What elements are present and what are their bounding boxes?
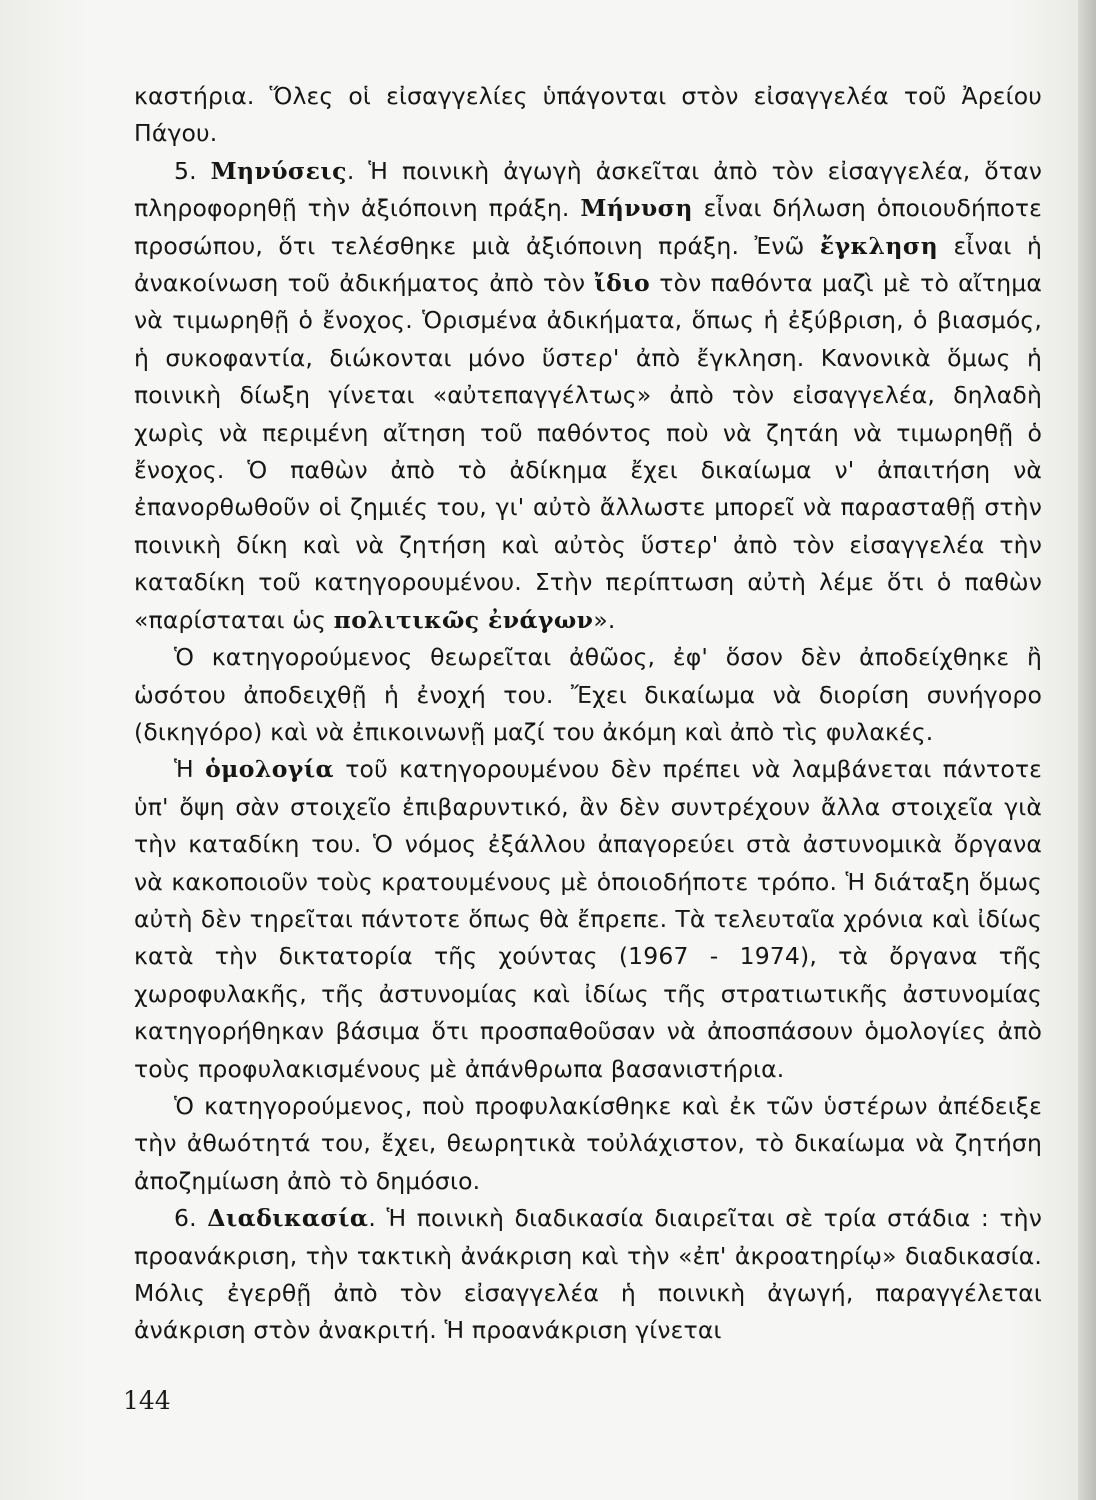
text-run: ». xyxy=(593,605,616,634)
bold-term: Διαδικασία xyxy=(207,1204,369,1233)
paragraph xyxy=(134,1200,1042,1350)
bold-term: Μήνυση xyxy=(580,194,693,223)
text-run: εἶναι δήλωση ὁποιουδήποτε προσώπου, ὅτι τελέσθηκε μιὰ ἀξιόποινη πράξη. Ἐνῶ xyxy=(134,194,1042,260)
paragraph xyxy=(134,639,1042,751)
text-run: Ὁ κατηγορούμενος θεωρεῖται ἀθῶος, ἐφ' ὅσον δὲν ἀποδείχθηκε ἢ ὡσότου ἀποδειχθῇ ἡ ἐνοχή του. Ἔχει δικαίωμα νὰ διορίση συνήγορο (δικηγόρο) καὶ νὰ ἐπικοινωνῇ μαζί του ἀκόμη καὶ ἀπὸ τὶς φυλακές. xyxy=(134,643,1042,746)
bold-term: ὁμολογία xyxy=(205,755,334,784)
text-run: εἶναι ἡ ἀνακοίνωση τοῦ ἀδικήματος ἀπὸ τὸν xyxy=(134,231,1042,298)
page-edge xyxy=(1078,0,1096,1500)
paragraph xyxy=(134,1088,1042,1200)
text-run: . Ἡ ποινικὴ ἀγωγὴ ἀσκεῖται ἀπὸ τὸν εἰσαγγελέα, ὅταν πληροφορηθῇ τὴν ἀξιόποινη πράξη. xyxy=(134,156,1042,223)
text-run: τὸν παθόντα μαζὶ μὲ τὸ αἴτημα νὰ τιμωρηθῇ ὁ ἔνοχος. Ὁρισμένα ἀδικήματα, ὅπως ἡ ἐξύβριση, ὁ βιασμός, ἡ συκοφαντία, διώκονται μόνο ὕστερ' ἀπὸ ἔγκληση. Κανονικὰ ὅμως ἡ ποινικὴ δίωξη γίνεται «αὐτεπαγγέλτως» ἀπὸ τὸν εἰσαγγελέα, δηλαδὴ χωρὶς νὰ περιμένη αἴτηση τοῦ παθόντος ποὺ νὰ ζητάη νὰ τιμωρηθῇ ὁ ἔνοχος. Ὁ παθὼν ἀπὸ τὸ ἀδίκημα ἔχει δικαίωμα ν' ἀπαιτήση νὰ ἐπανορθωθοῦν οἱ ζημιές του, γι' αὐτὸ ἄλλωστε μπορεῖ νὰ παρασταθῇ στὴν ποινικὴ δίκη καὶ νὰ ζητήση καὶ αὐτὸς ὕστερ' ἀπὸ τὸν εἰσαγγελέα τὴν καταδίκη τοῦ κατηγορουμένου. Στὴν περίπτωση αὐτὴ λέμε ὅτι ὁ παθὼν «παρίσταται ὡς xyxy=(134,269,1042,634)
bold-term: ἴδιο xyxy=(594,269,651,298)
bold-term: Μηνύσεις xyxy=(210,156,347,185)
bold-term: πολιτικῶς ἐνάγων xyxy=(333,605,594,634)
text-run: 5. xyxy=(174,156,211,185)
text-run: . Ἡ ποινικὴ διαδικασία διαιρεῖται σὲ τρία στάδια : τὴν προανάκριση, τὴν τακτικὴ ἀνάκριση καὶ τὴν «ἐπ' ἀκροατηρίῳ» διαδικασία. Μόλις ἐγερθῇ ἀπὸ τὸν εἰσαγγελέα ἡ ποινικὴ ἀγωγή, παραγγέλεται ἀνάκριση στὸν ἀνακριτή. Ἡ προανάκριση γίνεται xyxy=(134,1204,1042,1345)
body-text xyxy=(134,78,1042,1350)
text-run: τοῦ κατηγορουμένου δὲν πρέπει νὰ λαμβάνεται πάντοτε ὑπ' ὄψη σὰν στοιχεῖο ἐπιβαρυντικό, ἂν δὲν συντρέχουν ἄλλα στοιχεῖα γιὰ τὴν καταδίκη του. Ὁ νόμος ἐξάλλου ἀπαγορεύει στὰ ἀστυνομικὰ ὄργανα νὰ κακοποιοῦν τοὺς κρατουμένους μὲ ὁποιοδήποτε τρόπο. Ἡ διάταξη ὅμως αὐτὴ δὲν τηρεῖται πάντοτε ὅπως θὰ ἔπρεπε. Τὰ τελευταῖα χρόνια καὶ ἰδίως κατὰ τὴν δικτατορία τῆς χούντας (1967 - 1974), τὰ ὄργανα τῆς χωροφυλακῆς, τῆς ἀστυνομίας καὶ ἰδίως τῆς στρατιωτικῆς ἀστυνομίας κατηγορήθηκαν βάσιμα ὅτι προσπαθοῦσαν νὰ ἀποσπάσουν ὁμολογίες ἀπὸ τοὺς προφυλακισμένους μὲ ἀπάνθρωπα βασανιστήρια. xyxy=(134,755,1042,1083)
paragraph xyxy=(134,751,1042,1088)
bold-term: ἔγκληση xyxy=(819,231,939,260)
text-run: Ἡ xyxy=(174,755,206,784)
paragraph xyxy=(134,153,1042,639)
page-number: 144 xyxy=(123,1386,171,1415)
text-run: 6. xyxy=(174,1204,208,1233)
text-run: καστήρια. Ὅλες οἱ εἰσαγγελίες ὑπάγονται στὸν εἰσαγγελέα τοῦ Ἀρείου Πάγου. xyxy=(134,82,1042,148)
paragraph xyxy=(134,78,1042,153)
text-run: Ὁ κατηγορούμενος, ποὺ προφυλακίσθηκε καὶ ἐκ τῶν ὑστέρων ἀπέδειξε τὴν ἀθωότητά του, ἔχει, θεωρητικὰ τοὐλάχιστον, τὸ δικαίωμα νὰ ζητήση ἀποζημίωση ἀπὸ τὸ δημόσιο. xyxy=(134,1091,1042,1195)
